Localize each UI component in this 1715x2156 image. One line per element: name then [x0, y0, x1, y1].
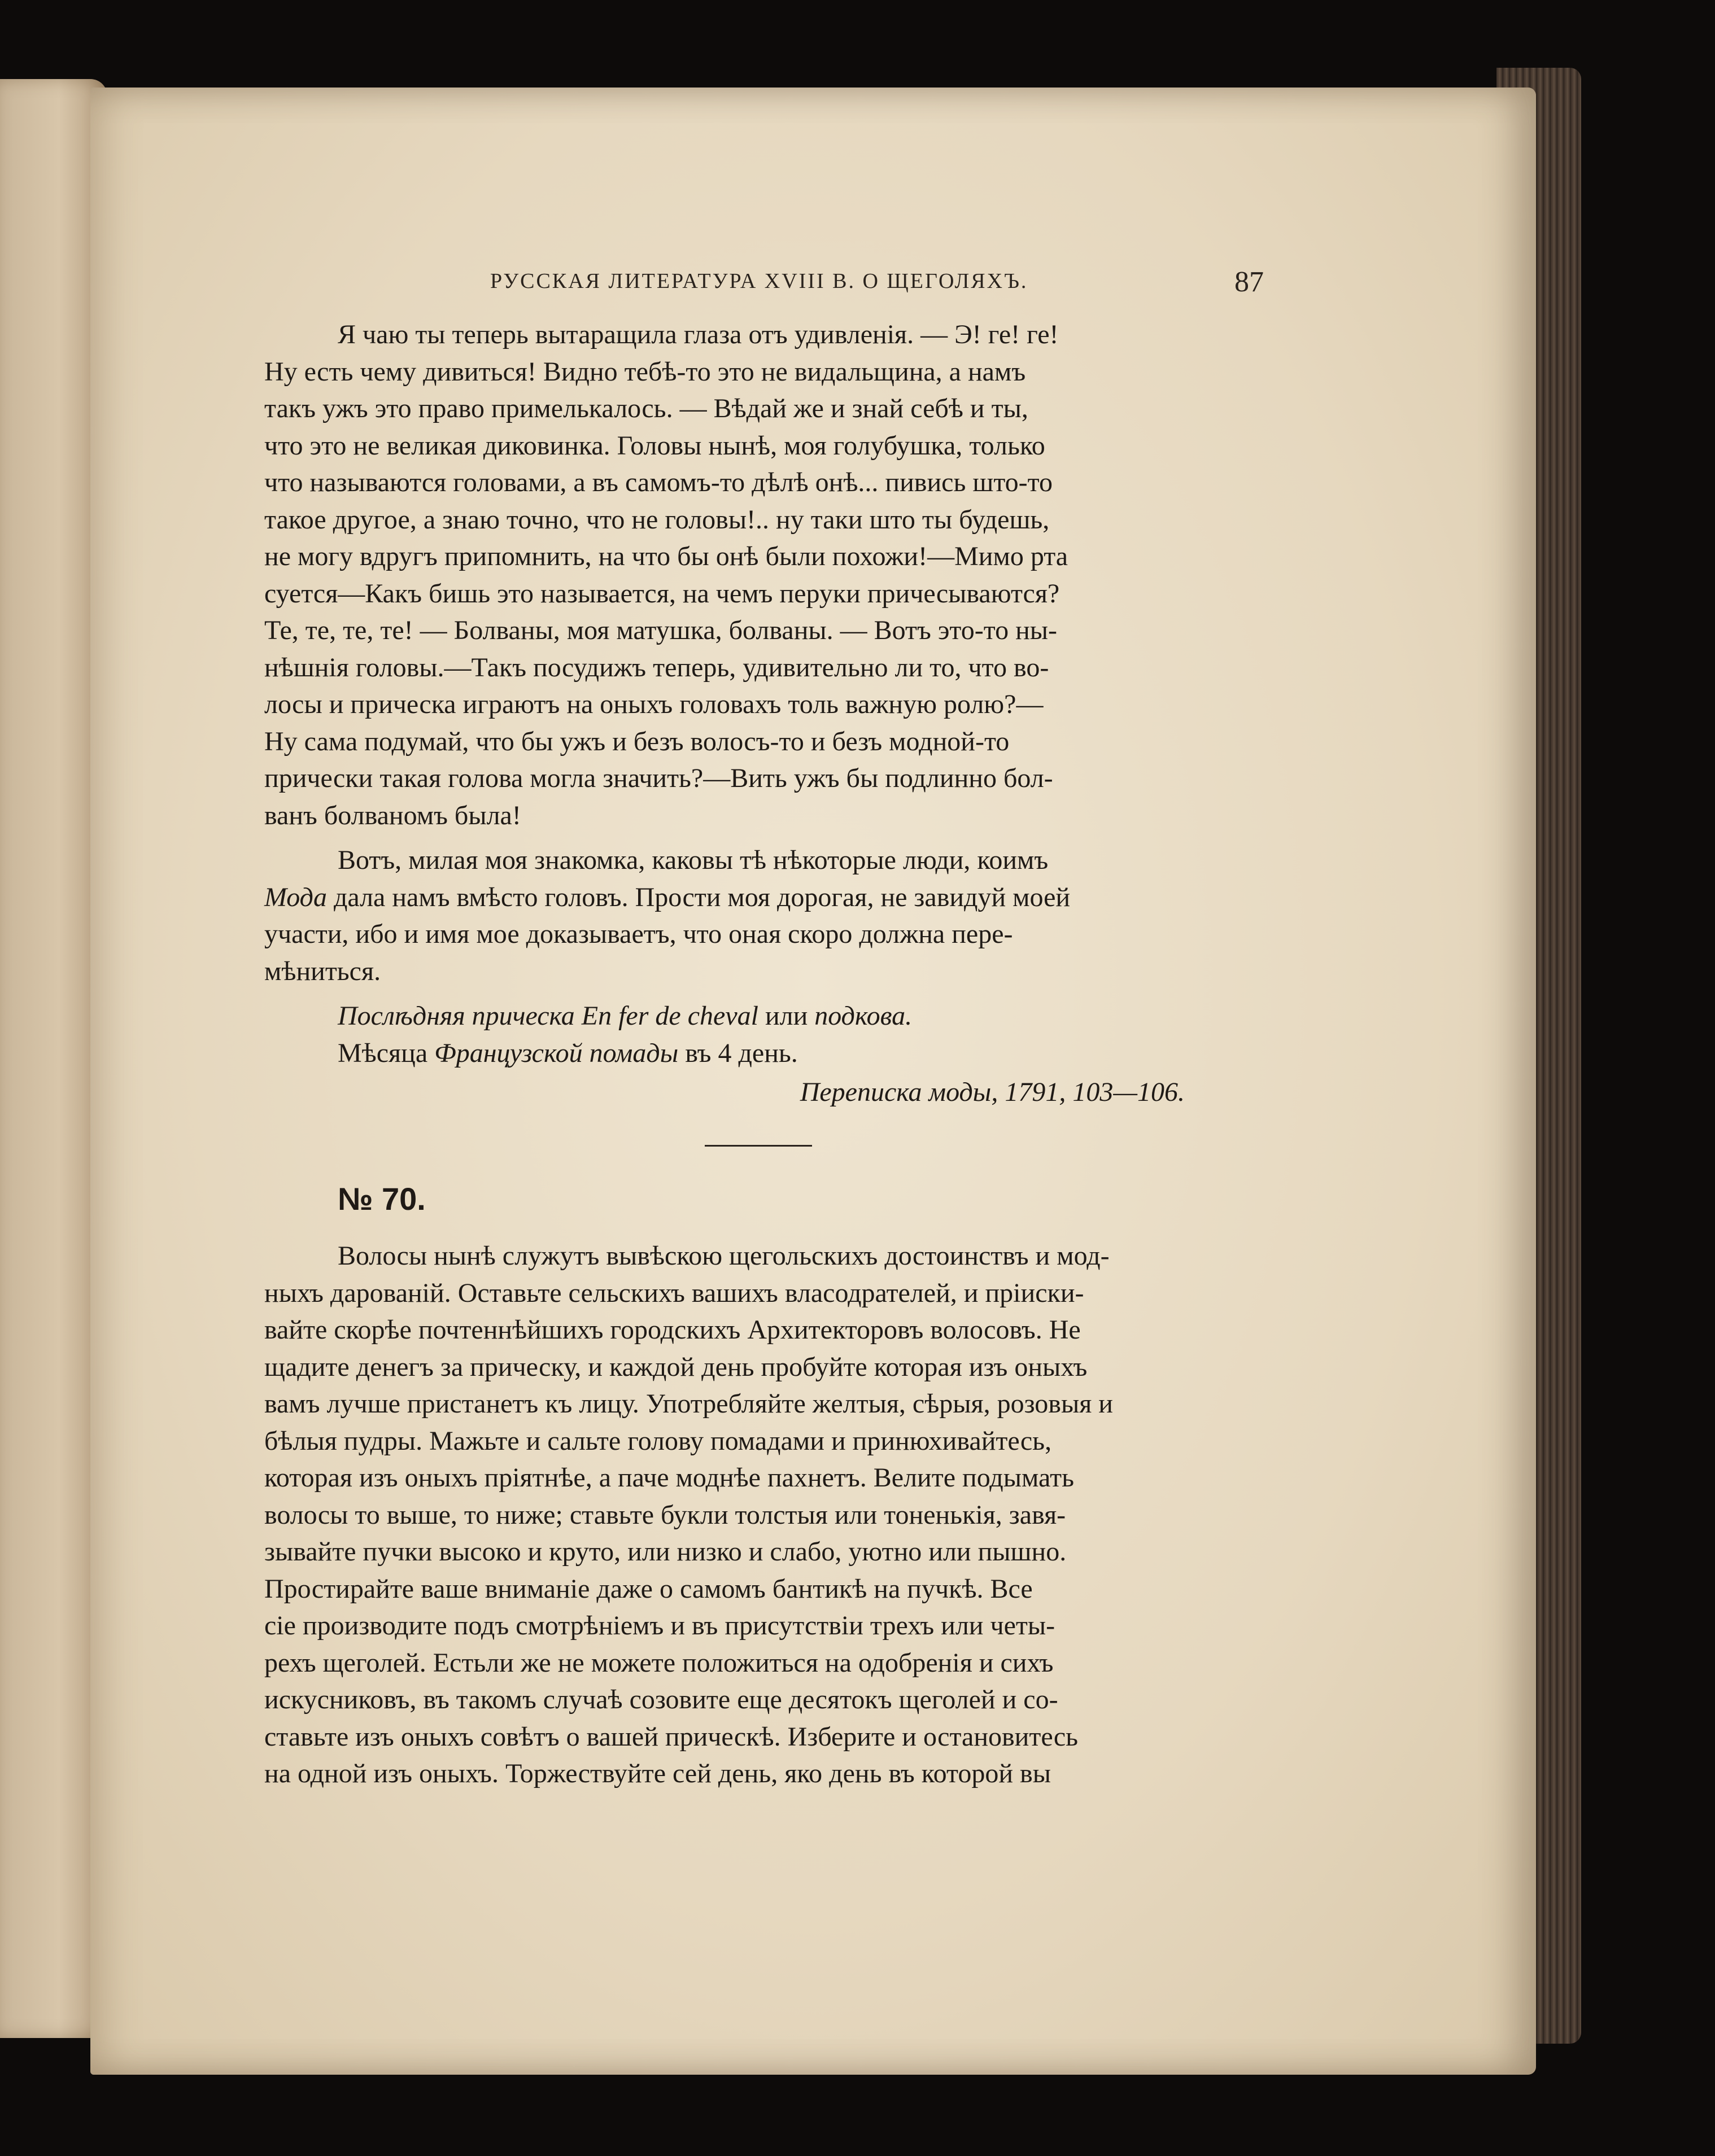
text-line: Волосы нынѣ служутъ вывѣскою щегольскихъ достоинствъ и мод- — [338, 1241, 1110, 1271]
text-line: Те, те, те, те! — Болваны, моя матушка, болваны. — Вотъ это-то ны- — [264, 615, 1058, 645]
postscript-line-2: Мѣсяца Французской помады въ 4 день. — [338, 1038, 798, 1068]
italic-word-moda: Мода — [264, 882, 327, 912]
paragraph-2 — [264, 842, 1264, 990]
text-line: волосы то выше, то ниже; ставьте букли толстыя или тоненькія, завя- — [264, 1499, 1066, 1530]
running-header — [490, 266, 1264, 303]
section-divider — [705, 1145, 812, 1147]
text-line: сіе производите подъ смотрѣніемъ и въ присутствіи трехъ или четы- — [264, 1611, 1055, 1641]
text-line: что называются головами, а въ самомъ-то дѣлѣ онѣ... пивись што-то — [264, 467, 1053, 497]
text-line: Простирайте ваше вниманіе даже о самомъ бантикѣ на пучкѣ. Все — [264, 1573, 1033, 1604]
text-line: прически такая голова могла значить?—Вить ужъ бы подлинно бол- — [264, 763, 1053, 793]
page-number: 87 — [1234, 266, 1264, 298]
text-line — [264, 879, 1264, 916]
text-line: не могу вдругъ припомнить, на что бы онѣ были похожи!—Мимо рта — [264, 541, 1068, 571]
text-line: такое другое, а знаю точно, что не головы!.. ну таки што ты будешь, — [264, 504, 1050, 535]
text-line: лосы и прическа играютъ на оныхъ головахъ толь важную ролю?— — [264, 689, 1044, 719]
text-line: Я чаю ты теперь вытаращила глаза отъ удивленія. — Э! ге! ге! — [338, 320, 1059, 349]
text-line: суется—Какъ бишь это называется, на чемъ перуки причесываются? — [264, 578, 1060, 609]
text-line: ванъ болваномъ была! — [264, 800, 521, 830]
text-line: такъ ужъ это право примелькалось. — Вѣдай же и знай себѣ и ты, — [264, 393, 1028, 423]
text-line: вайте скорѣе почтеннѣйшихъ городскихъ Архитекторовъ волосовъ. Не — [264, 1315, 1081, 1345]
text-line: зывайте пучки высоко и круто, или низко и слабо, уютно или пышно. — [264, 1537, 1067, 1567]
paragraph-1 — [264, 316, 1264, 834]
text-line: искусниковъ, въ такомъ случаѣ созовите еще десятокъ щеголей и со- — [264, 1685, 1058, 1715]
text-line: Ну сама подумай, что бы ужъ и безъ волосъ-то и безъ модной-то — [264, 726, 1010, 756]
text-line: участи, ибо и имя мое доказываетъ, что оная скоро должна пере- — [264, 919, 1013, 949]
text-line: бѣлыя пудры. Мажьте и сальте голову помадами и принюхивайтесь, — [264, 1425, 1052, 1456]
source-citation: Переписка моды, 1791, 103—106. — [800, 1077, 1185, 1107]
text-line: рехъ щеголей. Естьли же не можете положиться на одобренія и сихъ — [264, 1647, 1054, 1678]
text-fragment: дала намъ вмѣсто головъ. Прости моя дорогая, не завидуй моей — [333, 882, 1071, 912]
page-body — [264, 316, 1264, 1792]
text-line: что это не великая диковинка. Головы нынѣ, моя голубушка, только — [264, 430, 1045, 461]
section-70-text — [264, 1237, 1264, 1792]
text-line: которая изъ оныхъ пріятнѣе, а паче моднѣе пахнетъ. Велите подымать — [264, 1463, 1074, 1493]
section-number: № 70. — [338, 1180, 426, 1217]
text-line: мѣниться. — [264, 956, 381, 986]
text-line: Вотъ, милая моя знакомка, каковы тѣ нѣкоторые люди, коимъ — [338, 845, 1049, 875]
text-line: вамъ лучше пристанетъ къ лицу. Употребляйте желтыя, сѣрыя, розовыя и — [264, 1389, 1113, 1419]
text-line: Ну есть чему дивиться! Видно тебѣ-то это не видальщина, а намъ — [264, 356, 1026, 387]
text-line: на одной изъ оныхъ. Торжествуйте сей день, яко день въ которой вы — [264, 1759, 1051, 1788]
postscript-line-1: Послѣдняя прическа En fer de cheval или подкова. — [338, 1001, 913, 1031]
running-title: РУССКАЯ ЛИТЕРАТУРА XVIII В. О ЩЕГОЛЯХЪ. — [490, 269, 1028, 293]
text-line: ставьте изъ оныхъ совѣтъ о вашей прическѣ. Изберите и остановитесь — [264, 1721, 1079, 1752]
text-line: ныхъ дарованій. Оставьте сельскихъ вашихъ власодрателей, и пріиски- — [264, 1278, 1084, 1308]
text-line: щадите денегъ за прическу, и каждой день пробуйте которая изъ оныхъ — [264, 1352, 1088, 1382]
text-line: нѣшнія головы.—Такъ посудижъ теперь, удивительно ли то, что во- — [264, 652, 1049, 683]
postscript — [264, 998, 1264, 1072]
